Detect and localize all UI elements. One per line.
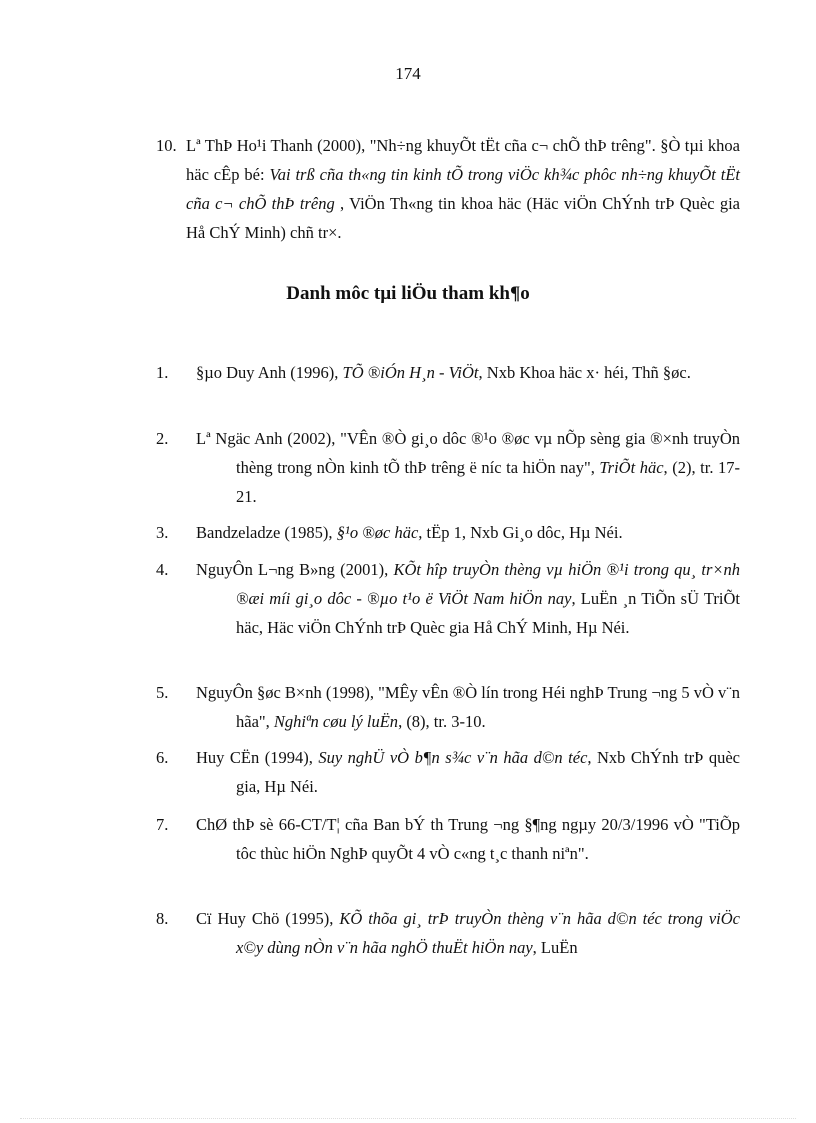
reference-details: , ViÖn Th«ng tin khoa häc (Häc viÖn ChÝnh trÞ Quèc gia Hå ChÝ Minh) chñ tr×. <box>186 194 740 242</box>
reference-number: 4. <box>156 560 169 579</box>
reference-item <box>156 678 740 736</box>
reference-text <box>196 518 740 547</box>
reference-item <box>156 555 740 642</box>
reference-title: KÕt hîp truyÒn thèng vµ hiÖn ®¹i trong qu¸ tr×nh ®æi míi gi¸o dôc - ®µo t¹o ë ViÖt Nam hiÖn nay <box>236 560 740 608</box>
reference-author: Huy CËn (1994), <box>196 748 319 767</box>
reference-item <box>156 518 740 547</box>
reference-text <box>196 555 740 642</box>
reference-details: , LuËn <box>532 938 578 957</box>
reference-text <box>196 678 740 736</box>
reference-author: Bandzeladze (1985), <box>196 523 337 542</box>
reference-details: , (2), tr. 17-21. <box>236 458 740 506</box>
reference-text <box>196 904 740 962</box>
reference-item <box>156 424 740 511</box>
reference-item <box>156 358 740 387</box>
reference-author: NguyÔn L¬ng B»ng (2001), <box>196 560 394 579</box>
reference-author: Cï Huy Chö (1995), <box>196 909 340 928</box>
reference-author: Lª Ngäc Anh (2002), "VÊn ®Ò gi¸o dôc ®¹o ®øc vµ nÕp sèng gia ®×nh truyÒn thèng trong nÒn kinh tÕ thÞ trêng ë níc ta hiÖn nay", <box>196 429 740 477</box>
reference-text <box>196 743 740 801</box>
reference-number: 1. <box>156 363 169 382</box>
reference-author: ChØ thÞ sè 66-CT/T¦ cña Ban bÝ th Trung ¬ng §¶ng ngµy 20/3/1996 vÒ "TiÕp tôc thùc hiÖn NghÞ quyÕt 4 vÒ c«ng t¸c thanh niªn". <box>196 815 740 863</box>
reference-title: TriÕt häc <box>599 458 664 477</box>
page-bottom-rule <box>20 1118 796 1119</box>
reference-text <box>186 131 740 247</box>
reference-title: Nghiªn cøu lý luËn <box>273 712 399 731</box>
reference-number: 8. <box>156 909 169 928</box>
reference-author: NguyÔn §øc B×nh (1998), "MÊy vÊn ®Ò lín trong Héi nghÞ Trung ¬ng 5 vÒ v¨n hãa", <box>196 683 740 731</box>
reference-details: , Nxb ChÝnh trÞ quèc gia, Hµ Néi. <box>236 748 740 796</box>
reference-title: TÕ ®iÓn H¸n - ViÖt <box>342 363 479 382</box>
reference-number: 5. <box>156 683 169 702</box>
reference-text <box>196 810 740 868</box>
reference-text <box>196 358 740 387</box>
reference-details: , tËp 1, Nxb Gi¸o dôc, Hµ Néi. <box>418 523 623 542</box>
reference-details: , (8), tr. 3-10. <box>398 712 486 731</box>
reference-author: Lª ThÞ Ho¹i Thanh (2000), "Nh÷ng khuyÕt tËt cña c¬ chÕ thÞ trêng". §Ò tµi khoa häc cÊp bé: <box>186 136 740 184</box>
reference-text <box>196 424 740 511</box>
reference-title: Suy nghÜ vÒ b¶n s¾c v¨n hãa d©n téc <box>318 748 588 767</box>
reference-number: 2. <box>156 429 169 448</box>
reference-author: §µo Duy Anh (1996), <box>196 363 343 382</box>
reference-title: KÕ thõa gi¸ trÞ truyÒn thèng v¨n hãa d©n téc trong viÖc x©y dùng nÒn v¨n hãa nghÖ thuËt hiÖn nay <box>236 909 740 957</box>
reference-item-10 <box>156 131 740 247</box>
page-number: 174 <box>395 64 421 83</box>
reference-title: Vai trß cña th«ng tin kinh tÕ trong viÖc kh¾c phôc nh÷ng khuyÕt tËt cña c¬ chÕ thÞ trêng <box>186 165 740 213</box>
reference-number: 10. <box>156 136 177 155</box>
section-heading: Danh môc tµi liÖu tham kh¶o <box>286 283 530 304</box>
reference-item <box>156 810 740 868</box>
reference-item <box>156 743 740 801</box>
reference-number: 6. <box>156 748 169 767</box>
reference-number: 7. <box>156 815 169 834</box>
reference-number: 3. <box>156 523 169 542</box>
reference-title: §¹o ®øc häc <box>336 523 419 542</box>
reference-details: , Nxb Khoa häc x· héi, Thñ §øc. <box>478 363 691 382</box>
reference-details: , LuËn ¸n TiÕn sÜ TriÕt häc, Häc viÖn ChÝnh trÞ Quèc gia Hå ChÝ Minh, Hµ Néi. <box>236 589 740 637</box>
reference-item <box>156 904 740 962</box>
